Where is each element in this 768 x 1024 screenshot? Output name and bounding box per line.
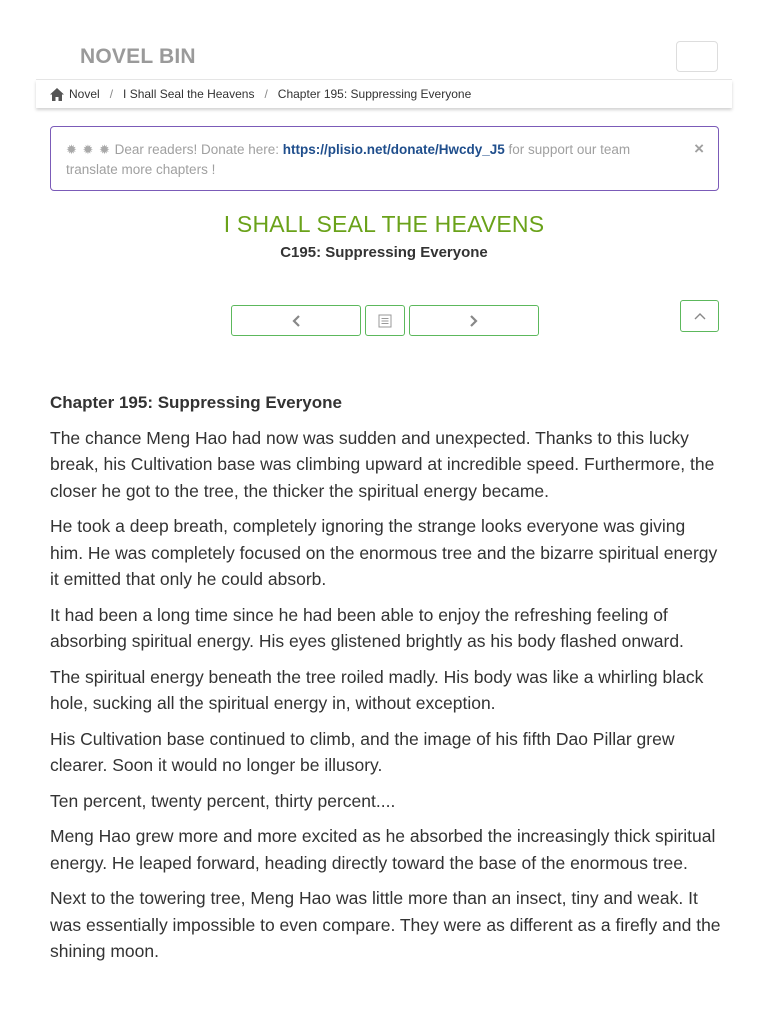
chevron-up-icon	[694, 312, 706, 320]
star-icons: ✹ ✹ ✹	[66, 142, 111, 157]
donate-link[interactable]: https://plisio.net/donate/Hwcdy_J5	[282, 142, 505, 157]
chapter-content	[50, 390, 722, 974]
notice-text-before: Dear readers! Donate here:	[110, 142, 283, 157]
chapter-paragraph: The spiritual energy beneath the tree roiled madly. His body was like a whirling black hole, sucking all the spiritual energy in, without exception.	[50, 666, 704, 713]
chevron-left-icon	[292, 315, 300, 327]
chapter-paragraph: It had been a long time since he had been able to enjoy the refreshing feeling of absorbing spiritual energy. His eyes glistened brightly as his body flashed onward.	[50, 604, 684, 651]
breadcrumb-novel-title-link[interactable]: I Shall Seal the Heavens	[123, 87, 255, 101]
scroll-top-button[interactable]	[680, 300, 719, 332]
breadcrumb-separator: /	[109, 87, 114, 101]
breadcrumb-separator: /	[264, 87, 268, 101]
chapter-paragraph: Next to the towering tree, Meng Hao was little more than an insect, tiny and weak. It was essentially impossible to even compare. They were as different as a firefly and the shining moon.	[50, 888, 721, 961]
notice-text-after: for support our team translate more chapters !	[66, 142, 631, 177]
list-icon	[379, 314, 392, 327]
chapter-paragraph: The chance Meng Hao had now was sudden and unexpected. Thanks to this lucky break, his Cultivation base was climbing upward at incredible speed. Furthermore, the closer he got to the tree, the thicker the spiritual energy became.	[50, 427, 715, 501]
site-header	[36, 0, 732, 80]
chapter-list-button[interactable]	[365, 305, 405, 336]
chevron-right-icon	[470, 315, 478, 327]
home-icon	[50, 88, 64, 101]
chapter-heading: Chapter 195: Suppressing Everyone	[50, 393, 342, 412]
breadcrumb-novel-link[interactable]: Novel	[69, 87, 100, 101]
donation-notice	[50, 126, 719, 191]
chapter-paragraph: He took a deep breath, completely ignoring the strange looks everyone was giving him. He was completely focused on the enormous tree and the bizarre spiritual energy it emitted that only he could absorb.	[50, 516, 718, 589]
chapter-paragraph: His Cultivation base continued to climb, and the image of his fifth Dao Pillar grew clearer. Soon it would no longer be illusory.	[50, 728, 675, 775]
chapter-paragraph: Ten percent, twenty percent, thirty percent....	[50, 790, 396, 811]
close-icon[interactable]: ×	[694, 139, 704, 158]
next-chapter-button[interactable]	[409, 305, 539, 336]
novel-title[interactable]: I SHALL SEAL THE HEAVENS	[223, 211, 545, 237]
menu-toggle-button[interactable]	[676, 41, 718, 72]
chapter-paragraph: Meng Hao grew more and more excited as he absorbed the increasingly thick spiritual energy. He leaped forward, heading directly toward the base of the enormous tree.	[50, 826, 716, 873]
breadcrumb-current-chapter: Chapter 195: Suppressing Everyone	[277, 87, 472, 101]
breadcrumb	[36, 80, 732, 108]
site-logo[interactable]: NOVEL BIN	[80, 45, 196, 68]
chapter-subtitle: C195: Suppressing Everyone	[280, 244, 488, 261]
prev-chapter-button[interactable]	[231, 305, 361, 336]
